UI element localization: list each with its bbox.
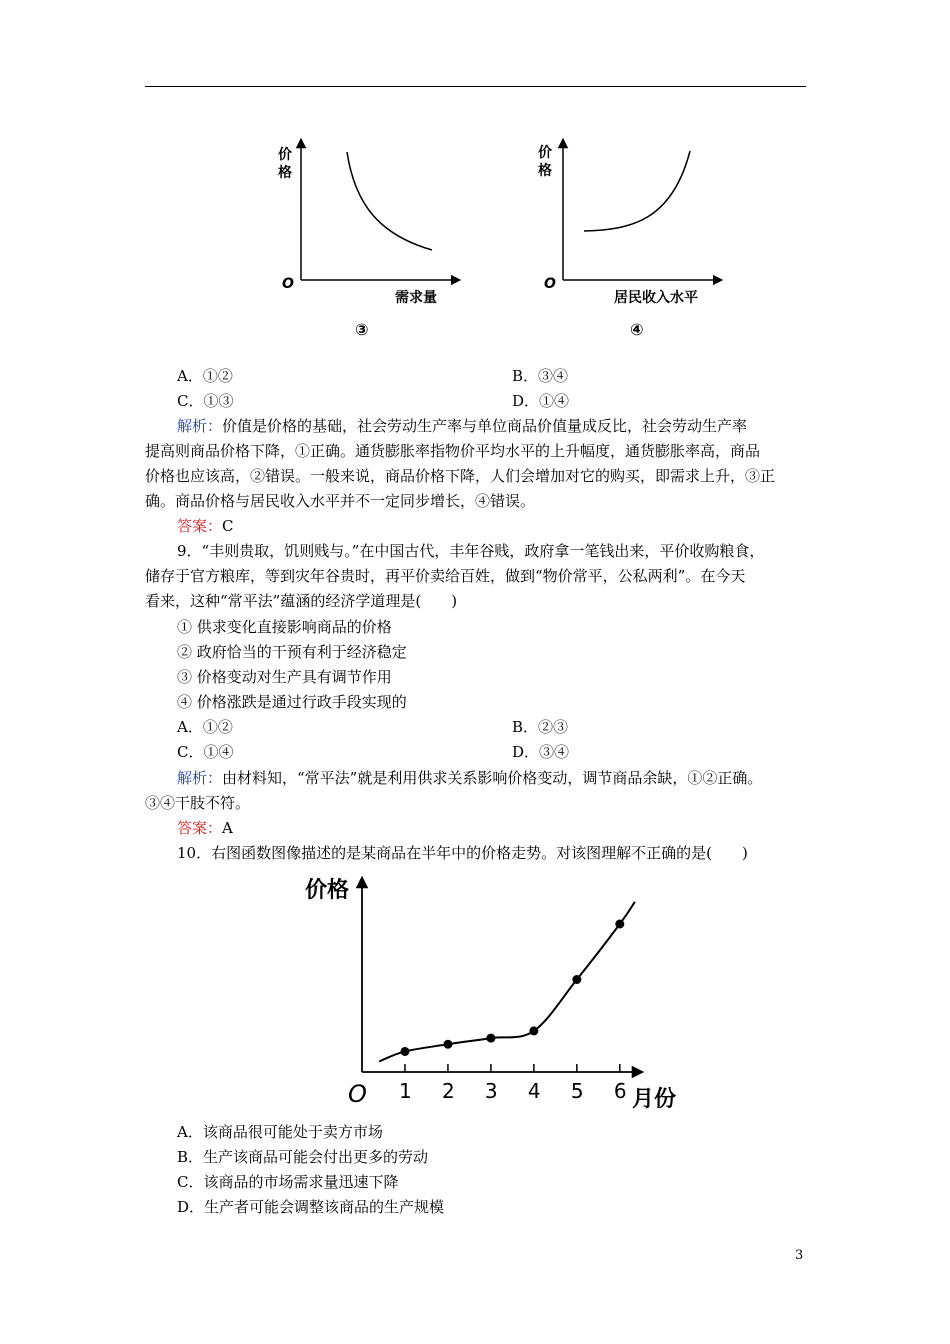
q8-option-a: A．①② xyxy=(177,367,233,385)
x-tick-label-1: 1 xyxy=(398,1079,412,1103)
q9-analysis-label: 解析： xyxy=(177,769,223,787)
q10-option-b: B．生产该商品可能会付出更多的劳动 xyxy=(177,1148,429,1166)
q9-answer-line xyxy=(177,817,857,839)
q8-option-c: C．①③ xyxy=(177,392,234,410)
price-chart-origin: O xyxy=(348,1080,367,1108)
q8-analysis-line-3: 价格也应该高，②错误。一般来说，商品价格下降，人们会增加对它的购买，即需求上升，③正 xyxy=(145,467,776,485)
q9-option-a: A．①② xyxy=(177,718,233,736)
data-point-month-4 xyxy=(529,1026,538,1035)
q9-answer-label: 答案： xyxy=(177,819,223,837)
data-point-month-2 xyxy=(443,1040,452,1049)
graph-3-ylabel-2: 格 xyxy=(278,165,292,181)
q10-option-c: C．该商品的市场需求量迅速下降 xyxy=(177,1173,399,1191)
q9-item-4: ④ 价格涨跌是通过行政手段实现的 xyxy=(177,693,407,711)
x-tick-label-2: 2 xyxy=(441,1079,455,1103)
q9-option-d: D．③④ xyxy=(512,743,570,761)
data-point-month-3 xyxy=(486,1034,495,1043)
q9-analysis-line-2: ③④干肢不符。 xyxy=(145,794,251,812)
q9-option-c: C．①④ xyxy=(177,743,234,761)
q8-analysis-line-1 xyxy=(177,415,857,437)
price-chart-xlabel: 月份 xyxy=(632,1087,677,1112)
q8-row-ab xyxy=(177,365,857,387)
q9-row-ab xyxy=(177,716,857,738)
q8-answer: C xyxy=(222,517,234,535)
graph-4-origin: O xyxy=(544,276,556,292)
q9-item-3: ③ 价格变动对生产具有调节作用 xyxy=(177,668,392,686)
q8-answer-label: 答案： xyxy=(177,517,223,535)
x-tick-label-5: 5 xyxy=(570,1079,584,1103)
graph-3-ylabel-1: 价 xyxy=(278,147,292,163)
q8-row-cd xyxy=(177,390,857,412)
q8-analysis-line-4: 确。商品价格与居民收入水平并不一定同步增长，④错误。 xyxy=(145,492,536,510)
q8-answer-line xyxy=(177,515,857,537)
price-chart-series-line xyxy=(379,902,635,1062)
q9-item-2: ② 政府恰当的干预有利于经济稳定 xyxy=(177,643,407,661)
x-tick-label-3: 3 xyxy=(484,1079,498,1103)
graph-3-xlabel: 需求量 xyxy=(395,290,437,306)
q8-option-d: D．①④ xyxy=(512,392,570,410)
q8-analysis-text-1: 价值是价格的基础，社会劳动生产率与单位商品价值量成反比，社会劳动生产率 xyxy=(222,417,748,435)
graph-4 xyxy=(532,135,742,345)
q10-option-d: D．生产者可能会调整该商品的生产规模 xyxy=(177,1198,445,1216)
x-tick-label-4: 4 xyxy=(527,1079,541,1103)
q9-stem-3: 看来，这种“常平法”蕴涵的经济学道理是( ) xyxy=(145,592,458,610)
q8-option-b: B．③④ xyxy=(512,367,569,385)
q9-row-cd xyxy=(177,741,857,763)
header-rule xyxy=(145,86,806,87)
q9-analysis-text-1: 由材料知，“常平法”就是利用供求关系影响价格变动，调节商品余缺，①②正确。 xyxy=(222,769,763,787)
q8-analysis-label: 解析： xyxy=(177,417,223,435)
price-chart xyxy=(300,870,700,1115)
q9-answer: A xyxy=(222,819,233,837)
q9-stem-1: 9．“丰则贵取，饥则贱与。”在中国古代，丰年谷贱，政府拿一笔钱出来，平价收购粮食， xyxy=(177,542,765,560)
graph-3-origin: O xyxy=(282,276,294,292)
graph-4-xlabel: 居民收入水平 xyxy=(614,290,698,306)
q9-stem-2: 储存于官方粮库，等到灾年谷贵时，再平价卖给百姓，做到“物价常平，公私两利”。在今天 xyxy=(145,567,746,585)
q10-stem: 10．右图函数图像描述的是某商品在半年中的价格走势。对该图理解不正确的是( ) xyxy=(177,844,748,862)
graph-4-caption: ④ xyxy=(630,320,644,339)
page-number: 3 xyxy=(795,1248,804,1263)
data-point-month-5 xyxy=(572,975,581,984)
data-point-month-6 xyxy=(615,920,624,929)
graph-3-caption: ③ xyxy=(355,320,369,339)
q9-item-1: ① 供求变化直接影响商品的价格 xyxy=(177,618,392,636)
data-point-month-1 xyxy=(400,1047,409,1056)
q8-analysis-line-2: 提高则商品价格下降，①正确。通货膨胀率指物价平均水平的上升幅度，通货膨胀率高，商品 xyxy=(145,442,761,460)
graph-4-ylabel-1: 价 xyxy=(538,145,552,161)
price-chart-ylabel: 价格 xyxy=(305,878,350,903)
q9-option-b: B．②③ xyxy=(512,718,569,736)
q10-option-a: A．该商品很可能处于卖方市场 xyxy=(177,1123,383,1141)
q9-analysis-line-1 xyxy=(177,767,857,789)
graph-3 xyxy=(270,135,470,345)
graph-4-ylabel-2: 格 xyxy=(538,163,552,179)
x-tick-label-6: 6 xyxy=(613,1079,627,1103)
